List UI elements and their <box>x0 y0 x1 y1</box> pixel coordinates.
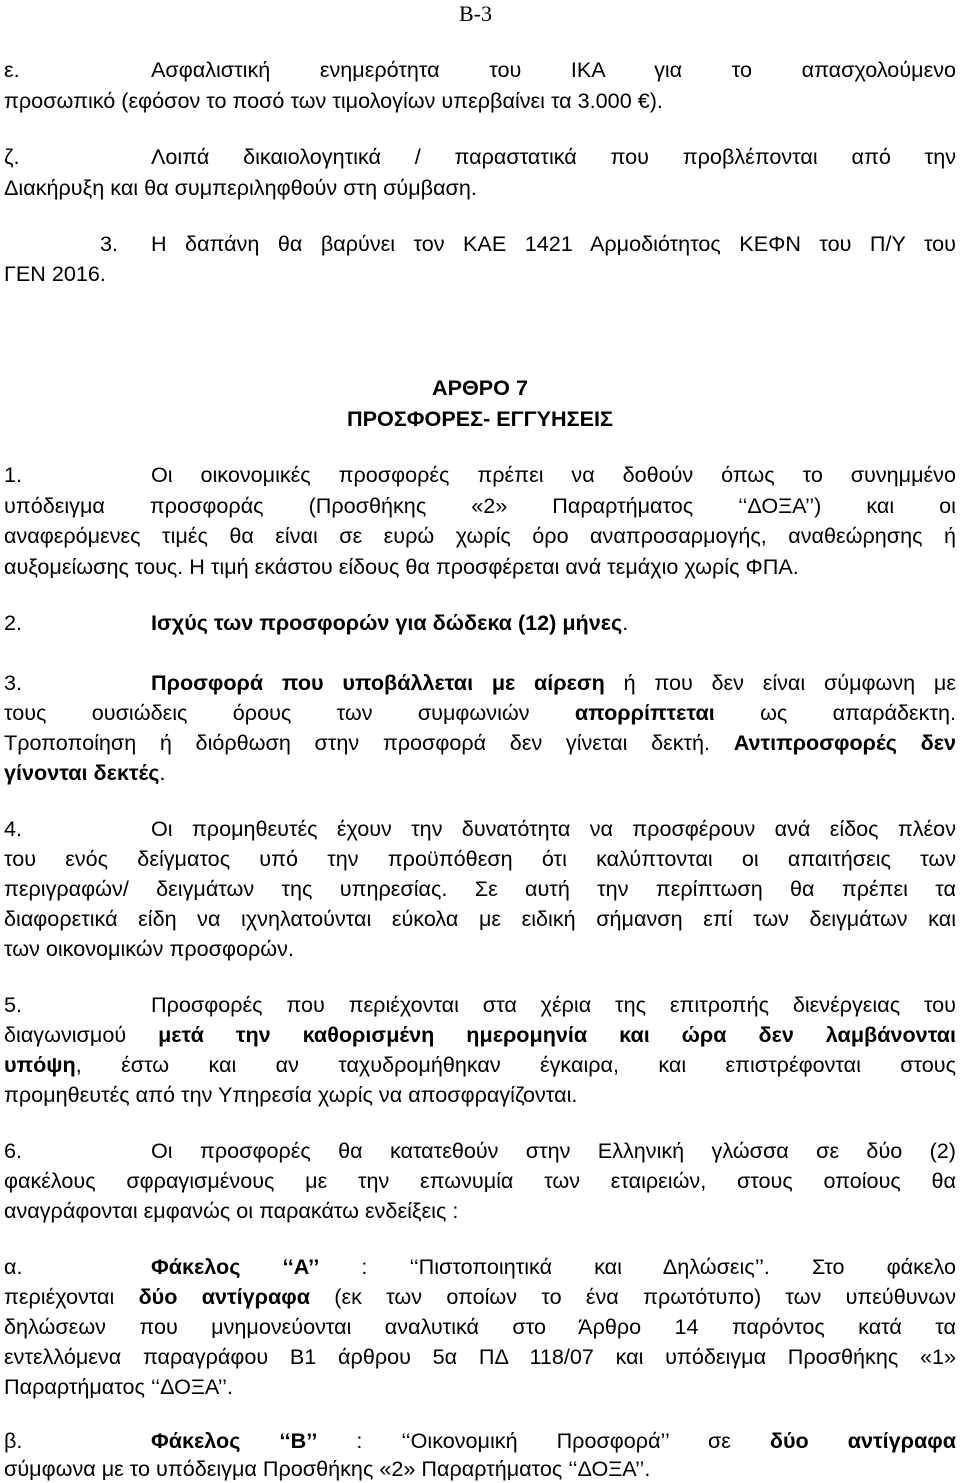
section-2-line-1 <box>4 609 956 636</box>
envelope-b-title: Φάκελος ‘‘Β’’ <box>151 1428 318 1453</box>
envelope-a-marker: α. <box>4 1254 23 1279</box>
item-e-text-1: Ασφαλιστική ενημερότητα του ΙΚΑ για το απασχολούμενο <box>151 57 956 82</box>
item-z-text-1: Λοιπά δικαιολογητικά / παραστατικά που προβλέπονται από την <box>151 144 956 169</box>
envelope-a-line-5 <box>4 1373 956 1400</box>
article-subheading: ΠΡΟΣΦΟΡΕΣ- ΕΓΓΥΗΣΕΙΣ <box>347 406 613 431</box>
item-z-line-1 <box>4 143 956 170</box>
item-3-text-2: ΓΕΝ 2016. <box>4 261 106 286</box>
item-e-marker: ε. <box>4 57 20 82</box>
envelope-a-text-2a: περιέχονται <box>4 1284 139 1309</box>
section-5-line-3 <box>4 1051 956 1078</box>
section-4-line-1 <box>4 815 956 842</box>
section-1-text-4: αυξομείωσης τους. Η τιμή εκάστου είδους θα προσφέρεται ανά τεμάχιο χωρίς ΦΠΑ. <box>4 554 799 579</box>
section-4-text-3: περιγραφών/ δειγμάτων της υπηρεσίας. Σε αυτή την περίπτωση θα πρέπει τα <box>4 876 956 901</box>
section-3-line-2 <box>4 699 956 726</box>
envelope-a-text-5: Παραρτήματος ‘‘ΔΟΞΑ’’. <box>4 1374 233 1399</box>
page-number: B-3 <box>459 1 492 26</box>
section-5-bold-2: μετά την καθορισμένη ημερομηνία και ώρα δεν λαμβάνονται <box>158 1022 957 1047</box>
section-6-text-3: αναγράφονται εμφανώς οι παρακάτω ενδείξεις : <box>4 1198 459 1223</box>
section-4-line-2 <box>4 845 956 872</box>
section-1-line-3 <box>4 522 956 549</box>
section-1-line-1 <box>4 461 956 488</box>
section-4-line-3 <box>4 875 956 902</box>
envelope-b-text-1: : ‘‘Οικονομική Προσφορά’’ σε <box>317 1428 770 1453</box>
section-1-marker: 1. <box>4 462 23 487</box>
section-5-line-1 <box>4 991 956 1018</box>
section-3-text-1: ή που δεν είναι σύμφωνη με <box>604 670 956 695</box>
section-4-line-4 <box>4 905 956 932</box>
section-1-text-3: αναφερόμενες τιμές θα είναι σε ευρώ χωρίς όρο αναπροσαρμογής, αναθεώρησης ή <box>4 523 956 548</box>
item-e-text-2: προσωπικό (εφόσον το ποσό των τιμολογίων υπερβαίνει τα 3.000 €). <box>4 88 663 113</box>
section-3-bold-2: απορρίπτεται <box>574 700 715 725</box>
section-6-line-2 <box>4 1167 956 1194</box>
envelope-a-text-1: : ‘‘Πιστοποιητικά και Δηλώσεις’’. Στο φάκελο <box>319 1254 956 1279</box>
envelope-a-text-2b: (εκ των οποίων το ένα πρωτότυπο) των υπεύθυνων <box>310 1284 956 1309</box>
section-4-text-5: των οικονομικών προσφορών. <box>4 936 294 961</box>
envelope-b-line-1 <box>4 1427 956 1454</box>
section-2-bold-text: Ισχύς των προσφορών για δώδεκα (12) μήνες <box>151 610 623 635</box>
section-3-bold-3: Αντιπροσφορές δεν <box>733 730 956 755</box>
item-3-line-1 <box>4 230 956 257</box>
section-3-bold-1: Προσφορά που υποβάλλεται με αίρεση <box>151 670 605 695</box>
envelope-a-text-3: δηλώσεων που μνημονεύονται αναλυτικά στο Άρθρο 14 παρόντος κατά τα <box>4 1314 956 1339</box>
section-6-marker: 6. <box>4 1138 23 1163</box>
section-5-text-3: , έστω και αν ταχυδρομήθηκαν έγκαιρα, και επιστρέφονται στους <box>75 1052 956 1077</box>
section-6-line-3 <box>4 1197 956 1224</box>
envelope-a-line-3 <box>4 1313 956 1340</box>
section-3-text-2a: τους ουσιώδεις όρους των συμφωνιών <box>4 700 575 725</box>
item-3-line-2 <box>4 260 956 287</box>
section-1-line-2 <box>4 492 956 519</box>
section-3-text-2b: ως απαράδεκτη. <box>714 700 956 725</box>
envelope-a-line-4 <box>4 1343 956 1370</box>
item-e-line-2 <box>4 87 956 114</box>
envelope-b-line-2 <box>4 1455 956 1482</box>
envelope-a-line-2 <box>4 1283 956 1310</box>
section-5-text-2a: διαγωνισμού <box>4 1022 159 1047</box>
section-1-text-2: υπόδειγμα προσφοράς (Προσθήκης «2» Παραρτήματος ‘‘ΔΟΞΑ’’) και οι <box>4 493 956 518</box>
item-z-text-2: Διακήρυξη και θα συμπεριληφθούν στη σύμβαση. <box>4 175 477 200</box>
section-3-line-1 <box>4 669 956 696</box>
section-5-line-4 <box>4 1081 956 1108</box>
section-5-text-1: Προσφορές που περιέχονται στα χέρια της επιτροπής διενέργειας του <box>151 992 956 1017</box>
item-z-line-2 <box>4 174 956 201</box>
item-z-marker: ζ. <box>4 144 20 169</box>
section-2-marker: 2. <box>4 610 23 635</box>
section-4-text-1: Οι προμηθευτές έχουν την δυνατότητα να προσφέρουν ανά είδος πλέον <box>151 816 956 841</box>
section-3-line-3 <box>4 729 956 756</box>
section-3-bold-4: γίνονται δεκτές <box>4 760 160 785</box>
section-3-tail: . <box>159 760 166 785</box>
section-3-text-3a: Τροποποίηση ή διόρθωση στην προσφορά δεν γίνεται δεκτή. <box>4 730 734 755</box>
envelope-a-line-1 <box>4 1253 956 1280</box>
section-6-text-2: φακέλους σφραγισμένους με την επωνυμία των εταιρειών, στους οποίους θα <box>4 1168 956 1193</box>
section-5-marker: 5. <box>4 992 23 1017</box>
envelope-b-bold-2: δύο αντίγραφα <box>769 1428 957 1453</box>
section-3-marker: 3. <box>4 670 23 695</box>
section-5-bold-3: υπόψη <box>4 1052 76 1077</box>
item-3-marker: 3. <box>100 231 119 256</box>
section-5-text-4: προμηθευτές από την Υπηρεσία χωρίς να αποσφραγίζονται. <box>4 1082 578 1107</box>
section-4-marker: 4. <box>4 816 23 841</box>
item-3-text-1: Η δαπάνη θα βαρύνει τον ΚΑΕ 1421 Αρμοδιότητος ΚΕΦΝ του Π/Υ του <box>151 231 956 256</box>
section-6-line-1 <box>4 1137 956 1164</box>
section-1-text-1: Οι οικονομικές προσφορές πρέπει να δοθούν όπως το συνημμένο <box>151 462 956 487</box>
section-4-text-2: του ενός δείγματος υπό την προϋπόθεση ότι καλύπτονται οι απαιτήσεις των <box>4 846 956 871</box>
section-5-line-2 <box>4 1021 956 1048</box>
envelope-a-text-4: εντελλόμενα παραγράφου Β1 άρθρου 5α ΠΔ 118/07 και υπόδειγμα Προσθήκης «1» <box>4 1344 956 1369</box>
envelope-b-text-2: σύμφωνα με το υπόδειγμα Προσθήκης «2» Παραρτήματος ‘‘ΔΟΞΑ’’. <box>4 1456 651 1481</box>
article-heading: ΑΡΘΡΟ 7 <box>431 375 528 400</box>
section-4-text-4: διαφορετικά είδη να ιχνηλατούνται εύκολα με ειδική σήμανση επί των δειγμάτων και <box>4 906 956 931</box>
envelope-a-bold-2: δύο αντίγραφα <box>138 1284 310 1309</box>
section-1-line-4 <box>4 553 956 580</box>
envelope-a-title: Φάκελος ‘‘Α’’ <box>151 1254 320 1279</box>
item-e-line-1 <box>4 56 956 83</box>
section-4-line-5 <box>4 935 956 962</box>
section-2-tail: . <box>622 610 629 635</box>
envelope-b-marker: β. <box>4 1428 23 1453</box>
section-3-line-4 <box>4 759 956 786</box>
section-6-text-1: Οι προσφορές θα κατατεθούν στην Ελληνική γλώσσα σε δύο (2) <box>151 1138 956 1163</box>
